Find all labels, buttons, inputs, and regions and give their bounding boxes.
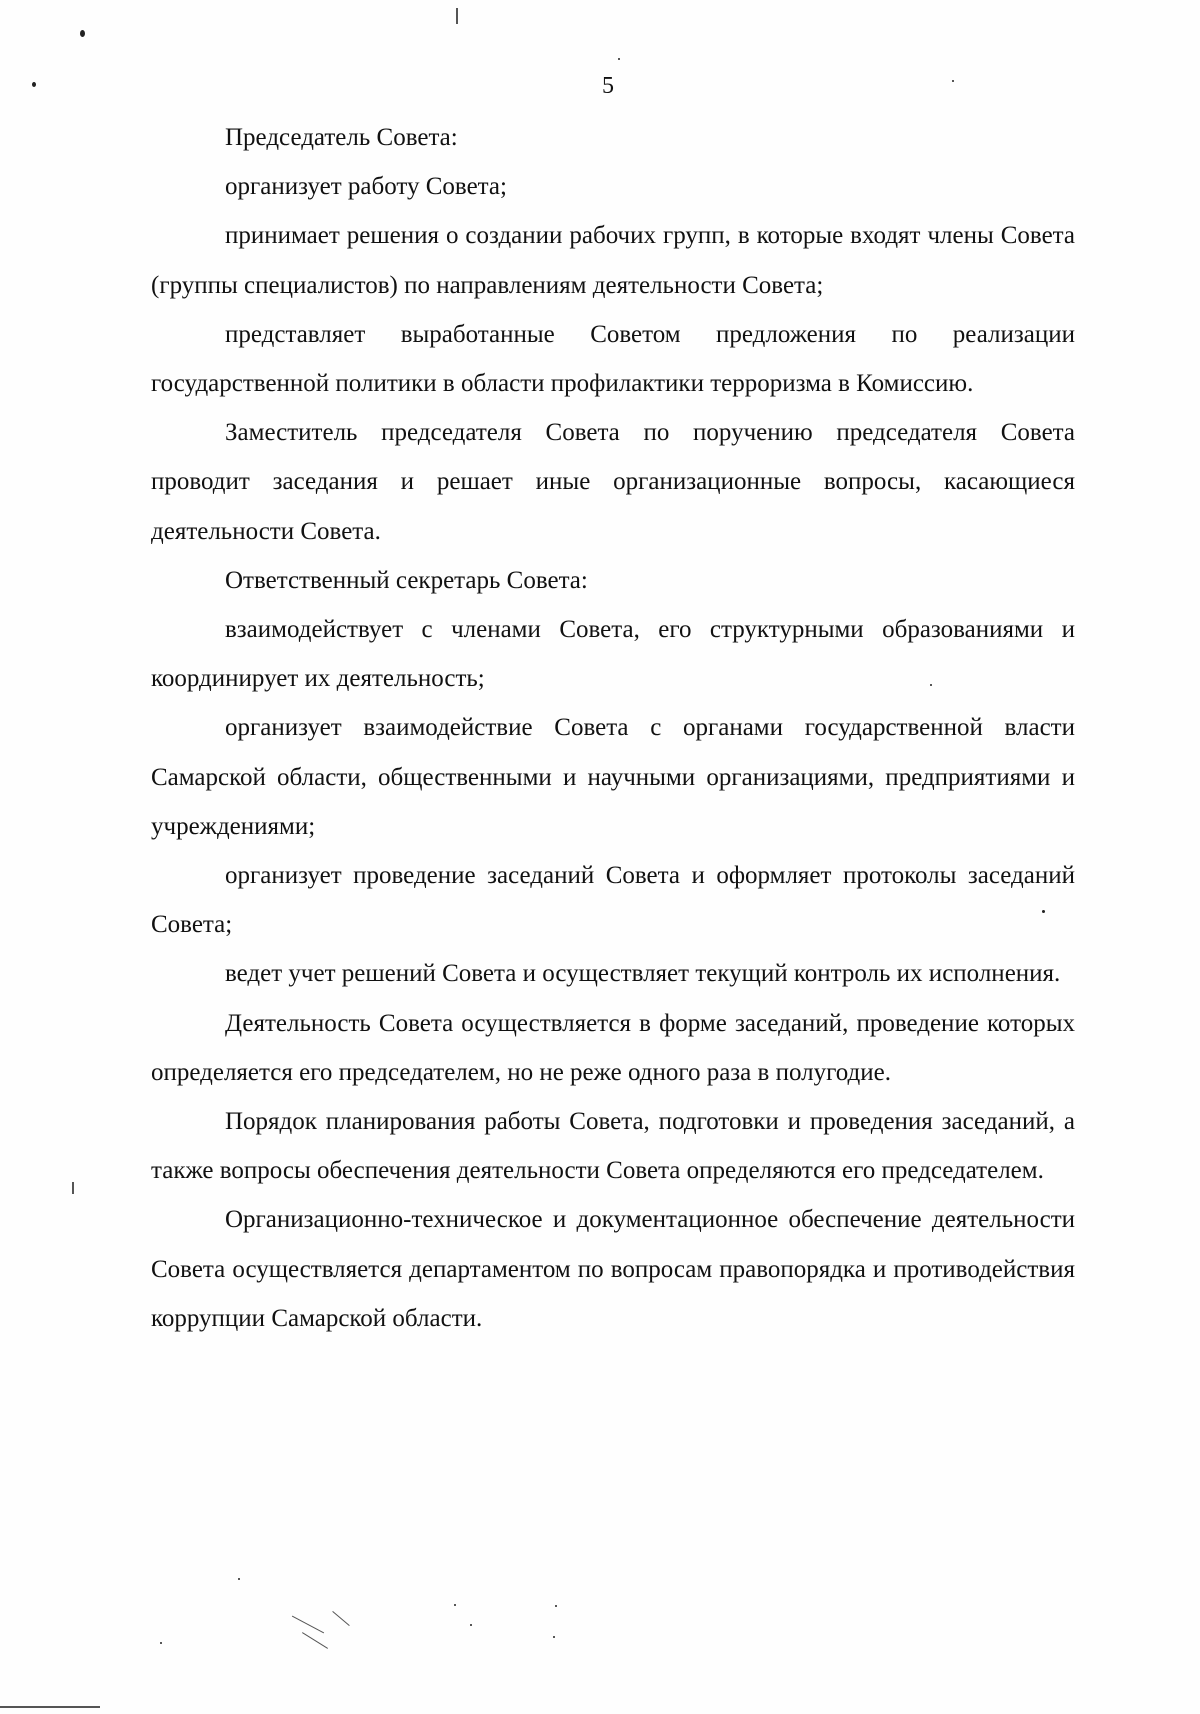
scan-speck bbox=[32, 82, 36, 87]
scan-speck bbox=[618, 58, 620, 60]
scan-speck bbox=[80, 30, 85, 37]
scan-mark bbox=[302, 1632, 328, 1649]
paragraph-working-groups: принимает решения о создании рабочих групп, в которые входят члены Совета (группы специалистов) по направлениям деятельности Совета; bbox=[151, 222, 1075, 299]
paragraph-planning-order: Порядок планирования работы Совета, подготовки и проведения заседаний, а также вопросы обеспечения деятельности Совета определяются его председателем. bbox=[151, 1108, 1075, 1185]
paragraph-deputy-chairman: Заместитель председателя Совета по поручению председателя Совета проводит заседания и решает иные организационные вопросы, касающиеся деятельности Совета. bbox=[151, 419, 1075, 545]
scan-mark bbox=[292, 1616, 324, 1634]
paragraph-activity-form: Деятельность Совета осуществляется в форме заседаний, проведение которых определяется его председателем, но не реже одного раза в полугодие. bbox=[151, 1009, 1075, 1086]
paragraph-decisions-control: ведет учет решений Совета и осуществляет текущий контроль их исполнения. bbox=[225, 960, 1061, 988]
scan-mark bbox=[0, 1706, 100, 1708]
scan-speck bbox=[454, 1604, 456, 1606]
scan-speck bbox=[160, 1642, 162, 1644]
paragraph-organizes-work: организует работу Совета; bbox=[225, 173, 507, 201]
paragraph-meetings-protocols: организует проведение заседаний Совета и оформляет протоколы заседаний Совета; bbox=[151, 862, 1075, 939]
scan-mark bbox=[456, 8, 458, 24]
paragraph-secretary-heading: Ответственный секретарь Совета: bbox=[225, 566, 588, 594]
scan-mark bbox=[72, 1182, 74, 1194]
scan-speck bbox=[930, 684, 932, 686]
scan-speck bbox=[238, 1578, 240, 1580]
scan-speck bbox=[1042, 910, 1045, 913]
scan-speck bbox=[952, 80, 954, 82]
paragraph-technical-support: Организационно-техническое и документационное обеспечение деятельности Совета осуществляется департаментом по вопросам правопорядка и противодействия коррупции Самарской области. bbox=[151, 1206, 1075, 1332]
page-number: 5 bbox=[602, 73, 614, 99]
scan-mark bbox=[332, 1611, 349, 1626]
scan-speck bbox=[553, 1636, 555, 1638]
scan-speck bbox=[470, 1624, 472, 1626]
paragraph-chairman-heading: Председатель Совета: bbox=[225, 124, 458, 151]
paragraph-interacts-members: взаимодействует с членами Совета, его структурными образованиями и координирует их деятельность; bbox=[151, 616, 1075, 693]
paragraph-interacts-authorities: организует взаимодействие Совета с органами государственной власти Самарской области, общественными и научными организациями, предприятиями и учреждениями; bbox=[151, 714, 1075, 840]
document-body bbox=[151, 113, 1075, 1343]
scan-speck bbox=[555, 1605, 557, 1607]
paragraph-proposals: представляет выработанные Советом предложения по реализации государственной политики в области профилактики терроризма в Комиссию. bbox=[151, 320, 1075, 398]
